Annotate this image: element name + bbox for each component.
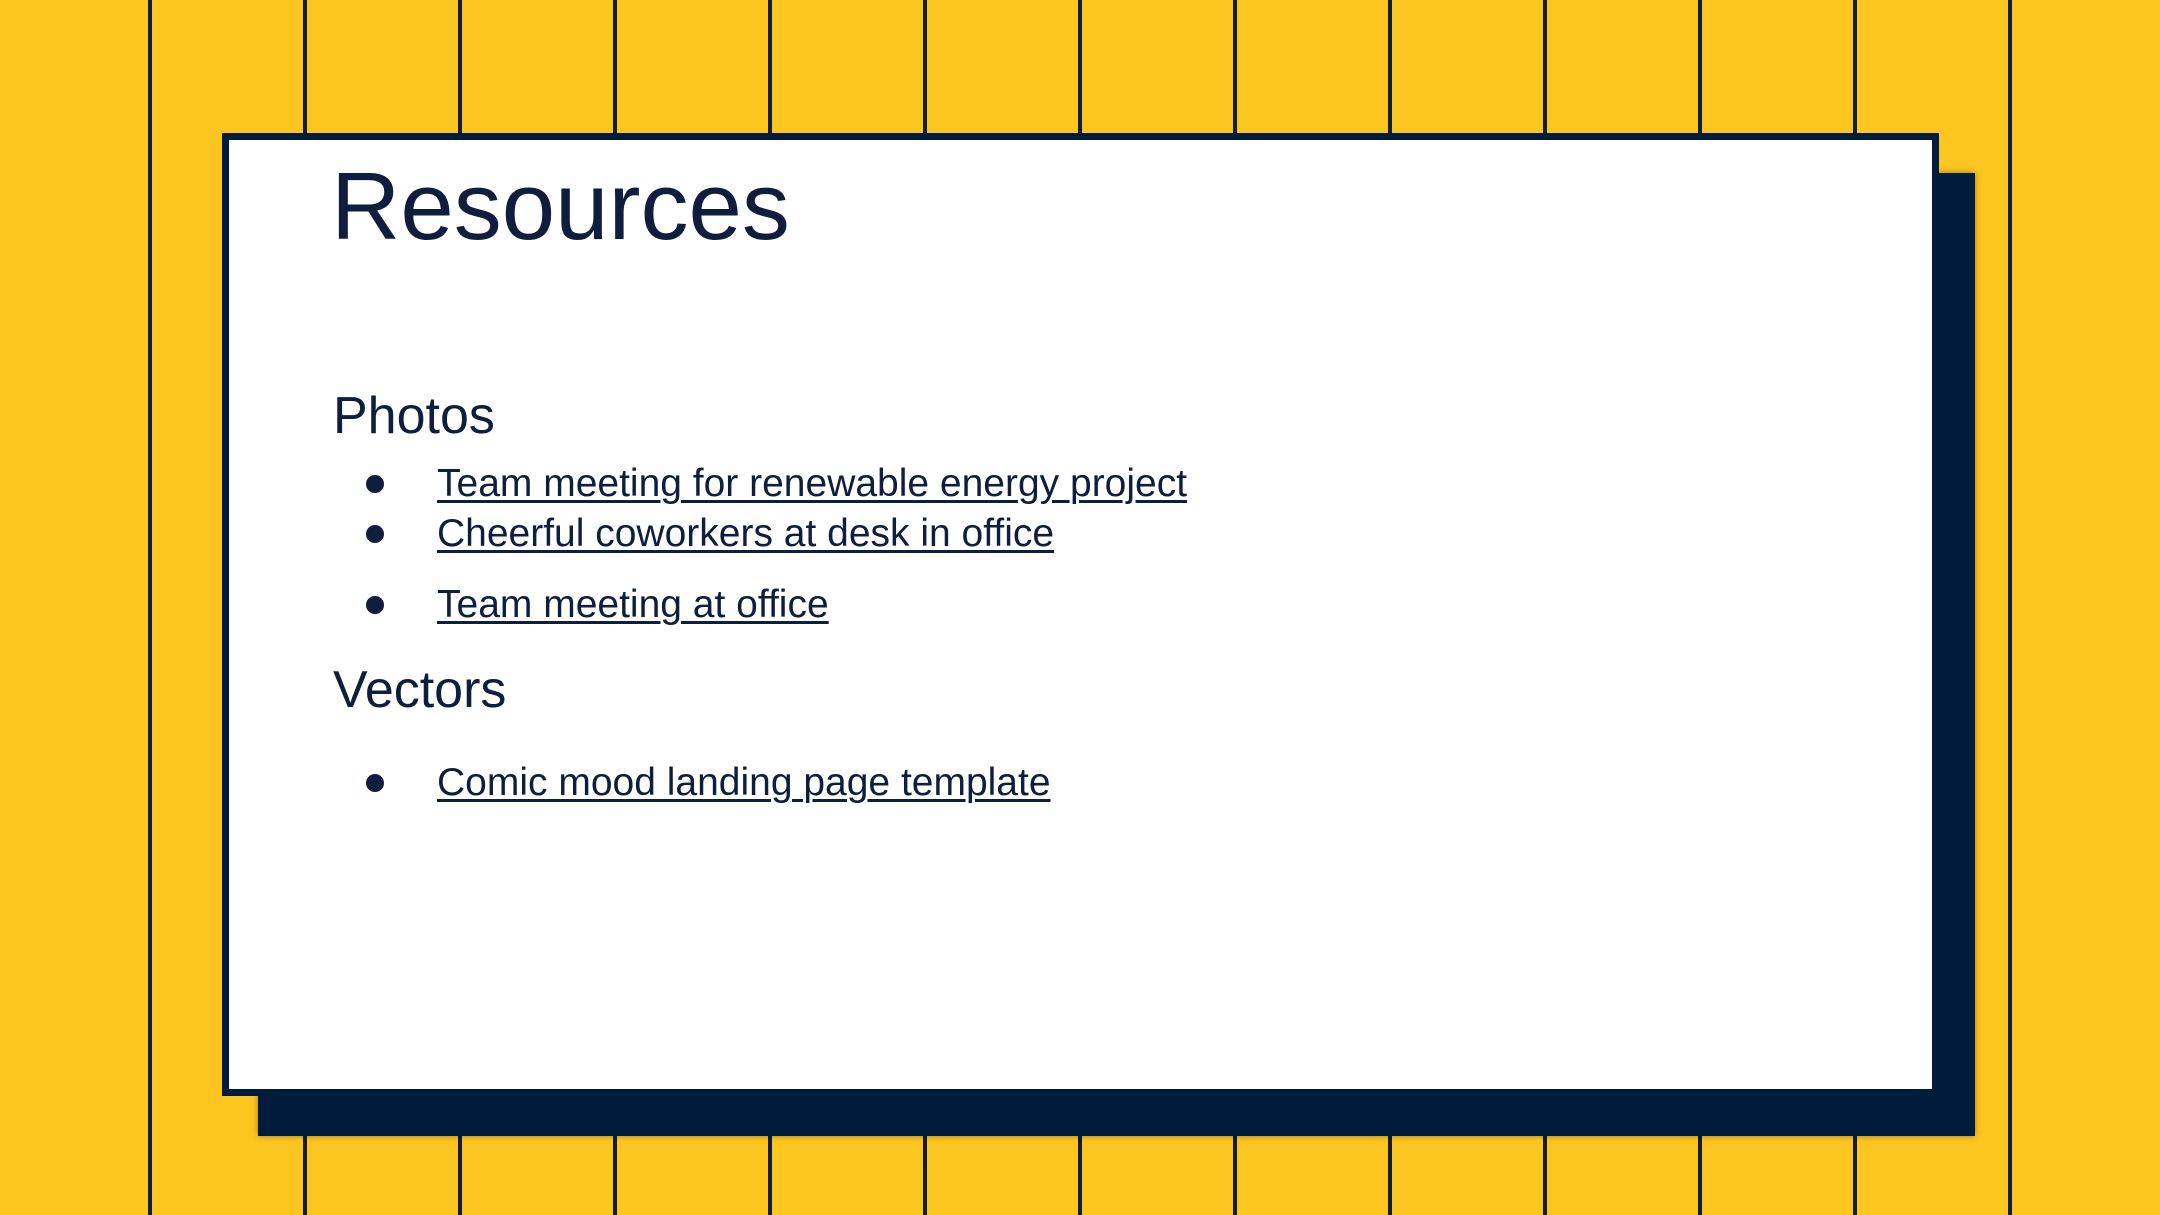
link-team-meeting-office[interactable]: Team meeting at office	[437, 583, 829, 626]
section-heading-photos: Photos	[333, 387, 495, 445]
link-comic-mood-template[interactable]: Comic mood landing page template	[437, 761, 1051, 804]
bullet-icon	[366, 525, 384, 543]
bullet-icon	[366, 596, 384, 614]
link-cheerful-coworkers[interactable]: Cheerful coworkers at desk in office	[437, 512, 1055, 555]
stripe	[2008, 0, 2012, 1215]
content-card	[222, 133, 1939, 1096]
bullet-icon	[366, 774, 384, 792]
link-team-meeting-renewable[interactable]: Team meeting for renewable energy project	[437, 462, 1188, 505]
section-heading-vectors: Vectors	[333, 661, 507, 719]
page-title: Resources	[331, 153, 790, 260]
bullet-icon	[366, 475, 384, 493]
stripe	[148, 0, 152, 1215]
